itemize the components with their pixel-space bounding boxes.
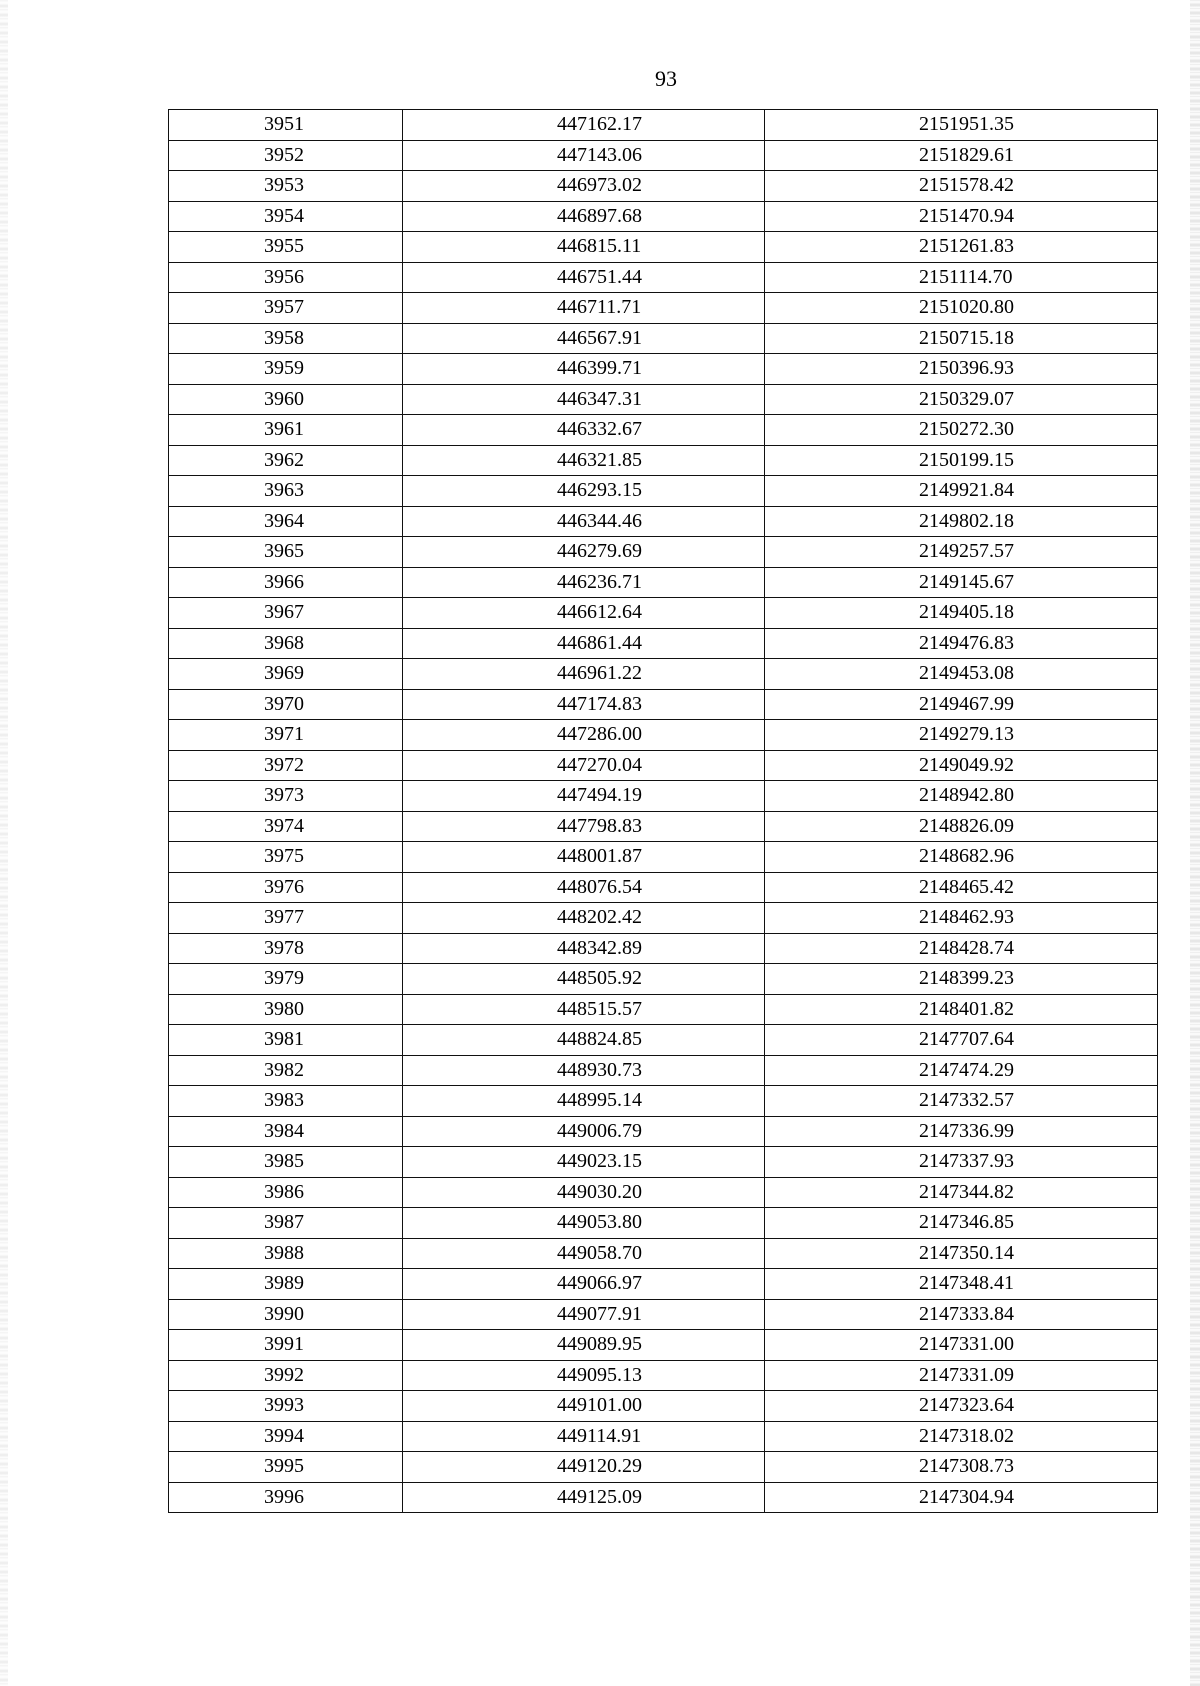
table-row <box>169 384 1158 415</box>
table-row <box>169 811 1158 842</box>
coordinates-table <box>168 109 1158 1513</box>
y-coordinate-cell: 2149921.84 <box>765 476 1158 507</box>
scan-edge-left <box>0 0 8 1686</box>
y-coordinate-cell: 2148942.80 <box>765 781 1158 812</box>
point-number-cell: 3968 <box>169 628 403 659</box>
y-coordinate-cell: 2147348.41 <box>765 1269 1158 1300</box>
x-coordinate-cell: 448995.14 <box>403 1086 765 1117</box>
y-coordinate-cell: 2147344.82 <box>765 1177 1158 1208</box>
table-row <box>169 1330 1158 1361</box>
y-coordinate-cell: 2149802.18 <box>765 506 1158 537</box>
point-number-cell: 3986 <box>169 1177 403 1208</box>
x-coordinate-cell: 446973.02 <box>403 171 765 202</box>
y-coordinate-cell: 2148462.93 <box>765 903 1158 934</box>
table-row <box>169 140 1158 171</box>
table-row <box>169 1452 1158 1483</box>
y-coordinate-cell: 2151829.61 <box>765 140 1158 171</box>
point-number-cell: 3979 <box>169 964 403 995</box>
table-row <box>169 201 1158 232</box>
y-coordinate-cell: 2147474.29 <box>765 1055 1158 1086</box>
x-coordinate-cell: 446961.22 <box>403 659 765 690</box>
x-coordinate-cell: 448202.42 <box>403 903 765 934</box>
table-row <box>169 1177 1158 1208</box>
x-coordinate-cell: 448515.57 <box>403 994 765 1025</box>
x-coordinate-cell: 447162.17 <box>403 110 765 141</box>
point-number-cell: 3958 <box>169 323 403 354</box>
point-number-cell: 3966 <box>169 567 403 598</box>
table-row <box>169 750 1158 781</box>
point-number-cell: 3989 <box>169 1269 403 1300</box>
x-coordinate-cell: 449077.91 <box>403 1299 765 1330</box>
point-number-cell: 3963 <box>169 476 403 507</box>
point-number-cell: 3988 <box>169 1238 403 1269</box>
table-row <box>169 1116 1158 1147</box>
y-coordinate-cell: 2147323.64 <box>765 1391 1158 1422</box>
x-coordinate-cell: 447174.83 <box>403 689 765 720</box>
x-coordinate-cell: 447143.06 <box>403 140 765 171</box>
x-coordinate-cell: 449053.80 <box>403 1208 765 1239</box>
point-number-cell: 3969 <box>169 659 403 690</box>
x-coordinate-cell: 449006.79 <box>403 1116 765 1147</box>
x-coordinate-cell: 447270.04 <box>403 750 765 781</box>
point-number-cell: 3995 <box>169 1452 403 1483</box>
x-coordinate-cell: 446861.44 <box>403 628 765 659</box>
point-number-cell: 3987 <box>169 1208 403 1239</box>
x-coordinate-cell: 449089.95 <box>403 1330 765 1361</box>
point-number-cell: 3993 <box>169 1391 403 1422</box>
table-row <box>169 1391 1158 1422</box>
x-coordinate-cell: 446815.11 <box>403 232 765 263</box>
table-row <box>169 1025 1158 1056</box>
point-number-cell: 3991 <box>169 1330 403 1361</box>
point-number-cell: 3975 <box>169 842 403 873</box>
y-coordinate-cell: 2147331.00 <box>765 1330 1158 1361</box>
table-row <box>169 567 1158 598</box>
x-coordinate-cell: 449125.09 <box>403 1482 765 1513</box>
y-coordinate-cell: 2148682.96 <box>765 842 1158 873</box>
point-number-cell: 3980 <box>169 994 403 1025</box>
y-coordinate-cell: 2147333.84 <box>765 1299 1158 1330</box>
table-row <box>169 110 1158 141</box>
point-number-cell: 3964 <box>169 506 403 537</box>
point-number-cell: 3956 <box>169 262 403 293</box>
table-row <box>169 1482 1158 1513</box>
table-row <box>169 781 1158 812</box>
x-coordinate-cell: 446344.46 <box>403 506 765 537</box>
point-number-cell: 3981 <box>169 1025 403 1056</box>
y-coordinate-cell: 2151951.35 <box>765 110 1158 141</box>
table-row <box>169 232 1158 263</box>
y-coordinate-cell: 2151114.70 <box>765 262 1158 293</box>
y-coordinate-cell: 2151261.83 <box>765 232 1158 263</box>
y-coordinate-cell: 2148401.82 <box>765 994 1158 1025</box>
point-number-cell: 3985 <box>169 1147 403 1178</box>
y-coordinate-cell: 2147304.94 <box>765 1482 1158 1513</box>
table-row <box>169 659 1158 690</box>
y-coordinate-cell: 2147318.02 <box>765 1421 1158 1452</box>
table-row <box>169 262 1158 293</box>
table-row <box>169 628 1158 659</box>
point-number-cell: 3982 <box>169 1055 403 1086</box>
point-number-cell: 3992 <box>169 1360 403 1391</box>
y-coordinate-cell: 2147337.93 <box>765 1147 1158 1178</box>
table-row <box>169 1147 1158 1178</box>
point-number-cell: 3994 <box>169 1421 403 1452</box>
table-row <box>169 171 1158 202</box>
table-row <box>169 1269 1158 1300</box>
table-row <box>169 842 1158 873</box>
x-coordinate-cell: 448076.54 <box>403 872 765 903</box>
x-coordinate-cell: 449058.70 <box>403 1238 765 1269</box>
x-coordinate-cell: 446897.68 <box>403 201 765 232</box>
x-coordinate-cell: 449066.97 <box>403 1269 765 1300</box>
point-number-cell: 3978 <box>169 933 403 964</box>
point-number-cell: 3953 <box>169 171 403 202</box>
table-row <box>169 476 1158 507</box>
x-coordinate-cell: 446567.91 <box>403 323 765 354</box>
y-coordinate-cell: 2149476.83 <box>765 628 1158 659</box>
table-row <box>169 720 1158 751</box>
table-row <box>169 872 1158 903</box>
y-coordinate-cell: 2147331.09 <box>765 1360 1158 1391</box>
point-number-cell: 3984 <box>169 1116 403 1147</box>
x-coordinate-cell: 447798.83 <box>403 811 765 842</box>
y-coordinate-cell: 2150199.15 <box>765 445 1158 476</box>
y-coordinate-cell: 2151020.80 <box>765 293 1158 324</box>
table-row <box>169 354 1158 385</box>
point-number-cell: 3970 <box>169 689 403 720</box>
y-coordinate-cell: 2150329.07 <box>765 384 1158 415</box>
point-number-cell: 3972 <box>169 750 403 781</box>
point-number-cell: 3983 <box>169 1086 403 1117</box>
coordinates-table-body <box>169 110 1158 1513</box>
y-coordinate-cell: 2149453.08 <box>765 659 1158 690</box>
x-coordinate-cell: 449023.15 <box>403 1147 765 1178</box>
x-coordinate-cell: 447286.00 <box>403 720 765 751</box>
point-number-cell: 3962 <box>169 445 403 476</box>
point-number-cell: 3951 <box>169 110 403 141</box>
table-row <box>169 1299 1158 1330</box>
x-coordinate-cell: 446293.15 <box>403 476 765 507</box>
x-coordinate-cell: 448001.87 <box>403 842 765 873</box>
table-row <box>169 1421 1158 1452</box>
point-number-cell: 3961 <box>169 415 403 446</box>
point-number-cell: 3954 <box>169 201 403 232</box>
y-coordinate-cell: 2148399.23 <box>765 964 1158 995</box>
point-number-cell: 3955 <box>169 232 403 263</box>
table-row <box>169 1208 1158 1239</box>
point-number-cell: 3990 <box>169 1299 403 1330</box>
table-row <box>169 689 1158 720</box>
y-coordinate-cell: 2148428.74 <box>765 933 1158 964</box>
y-coordinate-cell: 2151470.94 <box>765 201 1158 232</box>
table-row <box>169 445 1158 476</box>
x-coordinate-cell: 446399.71 <box>403 354 765 385</box>
x-coordinate-cell: 446236.71 <box>403 567 765 598</box>
point-number-cell: 3996 <box>169 1482 403 1513</box>
x-coordinate-cell: 447494.19 <box>403 781 765 812</box>
table-row <box>169 1238 1158 1269</box>
x-coordinate-cell: 446321.85 <box>403 445 765 476</box>
y-coordinate-cell: 2147336.99 <box>765 1116 1158 1147</box>
x-coordinate-cell: 446612.64 <box>403 598 765 629</box>
y-coordinate-cell: 2149467.99 <box>765 689 1158 720</box>
table-row <box>169 1360 1158 1391</box>
y-coordinate-cell: 2147707.64 <box>765 1025 1158 1056</box>
table-row <box>169 323 1158 354</box>
x-coordinate-cell: 448824.85 <box>403 1025 765 1056</box>
table-row <box>169 598 1158 629</box>
x-coordinate-cell: 448930.73 <box>403 1055 765 1086</box>
y-coordinate-cell: 2150396.93 <box>765 354 1158 385</box>
scan-edge-right <box>1190 0 1200 1686</box>
point-number-cell: 3965 <box>169 537 403 568</box>
table-row <box>169 1086 1158 1117</box>
table-row <box>169 903 1158 934</box>
table-row <box>169 994 1158 1025</box>
point-number-cell: 3959 <box>169 354 403 385</box>
x-coordinate-cell: 446751.44 <box>403 262 765 293</box>
y-coordinate-cell: 2149257.57 <box>765 537 1158 568</box>
point-number-cell: 3967 <box>169 598 403 629</box>
point-number-cell: 3957 <box>169 293 403 324</box>
x-coordinate-cell: 446711.71 <box>403 293 765 324</box>
table-row <box>169 293 1158 324</box>
y-coordinate-cell: 2147308.73 <box>765 1452 1158 1483</box>
table-row <box>169 537 1158 568</box>
x-coordinate-cell: 449101.00 <box>403 1391 765 1422</box>
y-coordinate-cell: 2147346.85 <box>765 1208 1158 1239</box>
point-number-cell: 3973 <box>169 781 403 812</box>
y-coordinate-cell: 2148465.42 <box>765 872 1158 903</box>
point-number-cell: 3977 <box>169 903 403 934</box>
x-coordinate-cell: 449120.29 <box>403 1452 765 1483</box>
point-number-cell: 3974 <box>169 811 403 842</box>
table-row <box>169 415 1158 446</box>
x-coordinate-cell: 449095.13 <box>403 1360 765 1391</box>
y-coordinate-cell: 2147350.14 <box>765 1238 1158 1269</box>
page-number: 93 <box>655 66 677 91</box>
table-row <box>169 933 1158 964</box>
y-coordinate-cell: 2149049.92 <box>765 750 1158 781</box>
point-number-cell: 3960 <box>169 384 403 415</box>
y-coordinate-cell: 2149145.67 <box>765 567 1158 598</box>
x-coordinate-cell: 448505.92 <box>403 964 765 995</box>
y-coordinate-cell: 2150715.18 <box>765 323 1158 354</box>
table-row <box>169 1055 1158 1086</box>
table-row <box>169 506 1158 537</box>
x-coordinate-cell: 446347.31 <box>403 384 765 415</box>
y-coordinate-cell: 2149405.18 <box>765 598 1158 629</box>
x-coordinate-cell: 448342.89 <box>403 933 765 964</box>
y-coordinate-cell: 2151578.42 <box>765 171 1158 202</box>
point-number-cell: 3952 <box>169 140 403 171</box>
y-coordinate-cell: 2148826.09 <box>765 811 1158 842</box>
y-coordinate-cell: 2150272.30 <box>765 415 1158 446</box>
x-coordinate-cell: 449114.91 <box>403 1421 765 1452</box>
point-number-cell: 3971 <box>169 720 403 751</box>
x-coordinate-cell: 449030.20 <box>403 1177 765 1208</box>
y-coordinate-cell: 2147332.57 <box>765 1086 1158 1117</box>
x-coordinate-cell: 446279.69 <box>403 537 765 568</box>
table-row <box>169 964 1158 995</box>
y-coordinate-cell: 2149279.13 <box>765 720 1158 751</box>
point-number-cell: 3976 <box>169 872 403 903</box>
x-coordinate-cell: 446332.67 <box>403 415 765 446</box>
